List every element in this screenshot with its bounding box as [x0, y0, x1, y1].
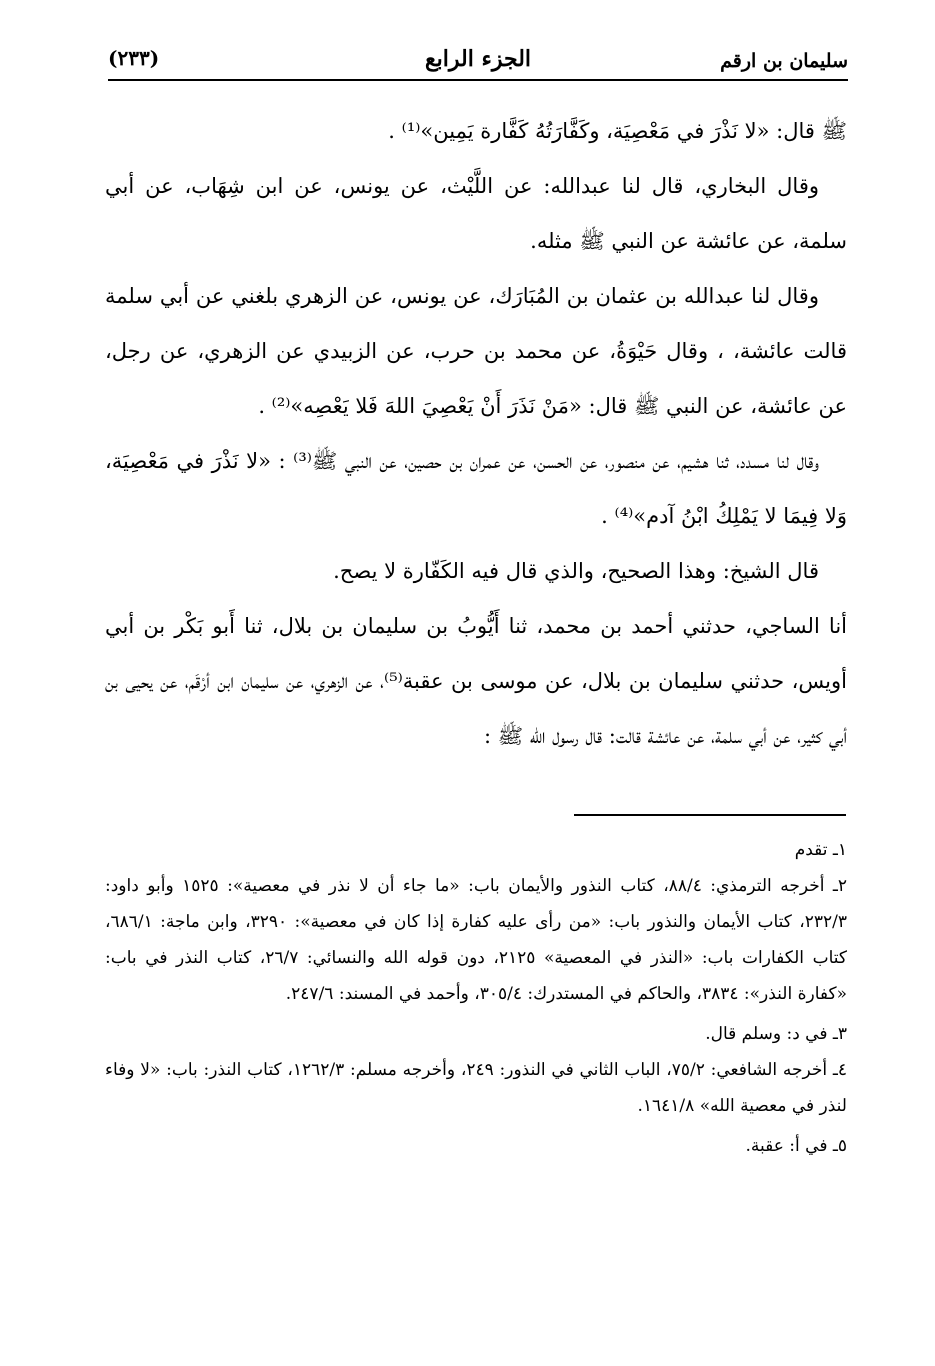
footnote-separator	[574, 814, 846, 816]
footnote: ١ـ تقدم	[794, 840, 847, 860]
footnote: ٤ـ أخرجه الشافعي: ٧٥/٢، الباب الثاني في النذور: ٢٤٩، وأخرجه مسلم: ١٢٦٢/٣، كتاب النذر: باب: «لا وفاء لنذر في معصية الله» ١٦٤١/٨.	[105, 1060, 848, 1116]
main-text	[105, 104, 847, 764]
paragraph: أنا الساجي، حدثني أحمد بن محمد، ثنا أَيُّوبُ بن سليمان بن بلال، ثنا أَبو بَكْر بن أبي أويس، حدثني سليمان بن بلال، عن موسى بن عقبة⁽⁵⁾، عن الزهري، عن سليمان ابن أرْقَم، عن يحيى بن أبي كثير، عن أبي سلمة، عن عائشة قالت: قال رسول الله ﷺ :	[105, 614, 847, 748]
header-volume: الجزء الرابع	[424, 46, 532, 72]
paragraph: وقال البخاري، قال لنا عبدالله: عن اللَّيْث، عن يونس، عن ابن شِهَاب، عن أبي سلمة، عن عائشة عن النبي ﷺ مثله.	[105, 174, 847, 253]
page-number: (٢٣٣)	[108, 46, 160, 70]
header-title: سليمان بن ارقم	[720, 50, 848, 72]
footnote: ٢ـ أخرجه الترمذي: ٨٨/٤، كتاب النذور والأيمان باب: «ما جاء أن لا نذر في معصية»: ١٥٢٥ وأبو داود: ٢٣٢/٣، كتاب الأيمان والنذور باب: «من رأى عليه كفارة إذا كان في معصية»: ٣٢٩٠، وابن ماجة: ٦٨٦/١، كتاب الكفارات باب: «النذر في المعصية» ٢١٢٥، دون قوله الله والنسائي: ٢٦/٧، كتاب النذر في باب: «كفارة النذر»: ٣٨٣٤، والحاكم في المستدرك: ٣٠٥/٤، وأحمد في المسند: ٢٤٧/٦.	[105, 876, 848, 1004]
paragraph: قال الشيخ: وهذا الصحيح، والذي قال فيه الكَفّارة لا يصح.	[333, 559, 819, 583]
paragraph: وقال لنا عبدالله بن عثمان بن المُبَارَك، عن يونس، عن الزهري بلغني عن أبي سلمة قالت عائشة، ، وقال حَيْوَةُ، عن محمد بن حرب، عن الزبيدي عن الزهري، عن رجل، عن عائشة، عن النبي ﷺ قال: «مَنْ نَذَرَ أَنْ يَعْصِيَ اللهَ فَلا يَعْصِه»⁽²⁾ .	[105, 284, 847, 418]
paragraph: وقال لنا مسدد، ثنا هشيم، عن منصور، عن الحسن، عن عمران بن حصين، عن النبي ﷺ⁽³⁾ : «لا نَذْرَ في مَعْصِيَة، وَلا فِيمَا لا يَمْلِكُ ابْنُ آدم»⁽⁴⁾ .	[105, 449, 847, 528]
header-rule	[108, 79, 848, 81]
footnotes	[105, 832, 847, 1164]
footnote: ٥ـ في أ: عقبة.	[745, 1136, 847, 1156]
paragraph: ﷺ قال: «لا نَذْرَ في مَعْصِيَة، وكَفَّارَتُهُ كَفَّارة يَمِين»⁽¹⁾ .	[388, 119, 847, 143]
running-header	[108, 42, 848, 78]
footnote: ٣ـ في د: وسلم قال.	[705, 1024, 847, 1044]
